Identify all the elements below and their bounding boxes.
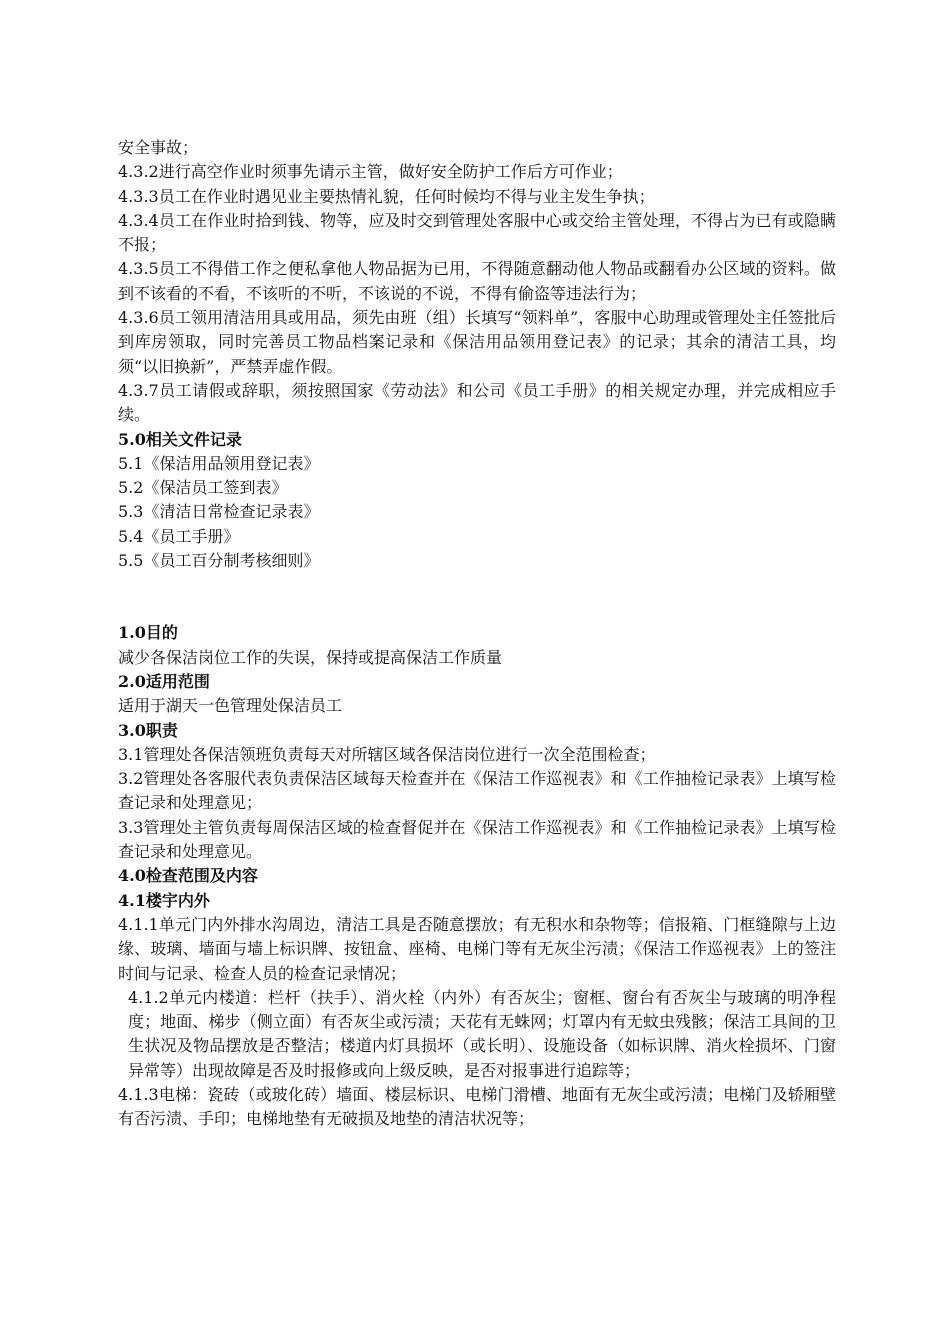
paragraph-4-3-7: 4.3.7员工请假或辞职，须按照国家《劳动法》和公司《员工手册》的相关规定办理，并完成相应手续。 [118, 380, 836, 425]
duty-item-3-1: 3.1管理处各保洁领班负责每天对所辖区域各保洁岗位进行一次全范围检查； [118, 744, 656, 764]
paragraph-4-1-1: 4.1.1单元门内外排水沟周边，清洁工具是否随意摆放；有无积水和杂物等；信报箱、门框缝隙与上边缘、玻璃、墙面与墙上标识牌、按钮盒、座椅、电梯门等有无灰尘污渍；《保洁工作巡视表》上的签注时间与记录、检查人员的检查记录情况； [118, 914, 836, 983]
duty-item-3-3: 3.3管理处主管负责每周保洁区域的检查督促并在《保洁工作巡视表》和《工作抽检记录表》上填写检查记录和处理意见。 [118, 817, 836, 862]
heading-5-related-records: 5.0相关文件记录 [118, 429, 242, 449]
document-page [118, 136, 836, 1132]
heading-4-inspection: 4.0检查范围及内容 [118, 866, 258, 886]
paragraph-4-3-2: 4.3.2进行高空作业时须事先请示主管，做好安全防护工作后方可作业； [118, 162, 623, 182]
record-item-5-5: 5.5《员工百分制考核细则》 [118, 551, 320, 571]
scope-text: 适用于湖天一色管理处保洁员工 [118, 696, 343, 716]
heading-3-duties: 3.0职责 [118, 720, 178, 740]
paragraph-4-3-3: 4.3.3员工在作业时遇见业主要热情礼貌，任何时候均不得与业主发生争执； [118, 186, 655, 206]
heading-4-1-building: 4.1楼宇内外 [118, 890, 210, 910]
paragraph-4-1-3: 4.1.3电梯：瓷砖（或玻化砖）墙面、楼层标识、电梯门滑槽、地面有无灰尘或污渍；电梯门及轿厢壁有否污渍、手印；电梯地垫有无破损及地垫的清洁状况等； [118, 1084, 836, 1129]
paragraph-4-3-6: 4.3.6员工领用清洁用具或用品，须先由班（组）长填写“领料单”，客服中心助理或管理处主任签批后到库房领取，同时完善员工物品档案记录和《保洁用品领用登记表》的记录；其余的清洁工具，均须“以旧换新”，严禁弄虚作假。 [118, 308, 836, 376]
record-item-5-4: 5.4《员工手册》 [118, 526, 240, 546]
paragraph-4-3-4: 4.3.4员工在作业时拾到钱、物等，应及时交到管理处客服中心或交给主管处理，不得占为已有或隐瞒不报； [118, 210, 836, 255]
duty-item-3-2: 3.2管理处各客服代表负责保洁区域每天检查并在《保洁工作巡视表》和《工作抽检记录表》上填写检查记录和处理意见； [118, 769, 836, 813]
purpose-text: 减少各保洁岗位工作的失误，保持或提高保洁工作质量 [118, 647, 503, 667]
paragraph-4-3-5: 4.3.5员工不得借工作之便私拿他人物品据为已用，不得随意翻动他人物品或翻看办公区域的资料。做到不该看的不看，不该听的不听，不该说的不说，不得有偷盗等违法行为； [118, 259, 836, 303]
paragraph-safety-accident: 安全事故； [118, 138, 199, 157]
section-gap [118, 573, 836, 621]
paragraph-4-1-2: 4.1.2单元内楼道：栏杆（扶手）、消火栓（内外）有否灰尘；窗框、窗台有否灰尘与玻璃的明净程度；地面、梯步（侧立面）有否灰尘或污渍；天花有无蛛网；灯罩内有无蚊虫残骸；保洁工具间的卫生状况及物品摆放是否整洁；楼道内灯具损坏（或长明）、设施设备（如标识牌、消火栓损坏、门窗异常等）出现故障是否及时报修或向上级反映，是否对报事进行追踪等； [128, 987, 836, 1080]
record-item-5-1: 5.1《保洁用品领用登记表》 [118, 453, 320, 473]
record-item-5-3: 5.3《清洁日常检查记录表》 [118, 502, 320, 522]
record-item-5-2: 5.2《保洁员工签到表》 [118, 478, 288, 498]
heading-2-scope: 2.0适用范围 [118, 671, 210, 691]
heading-1-purpose: 1.0目的 [118, 623, 178, 643]
